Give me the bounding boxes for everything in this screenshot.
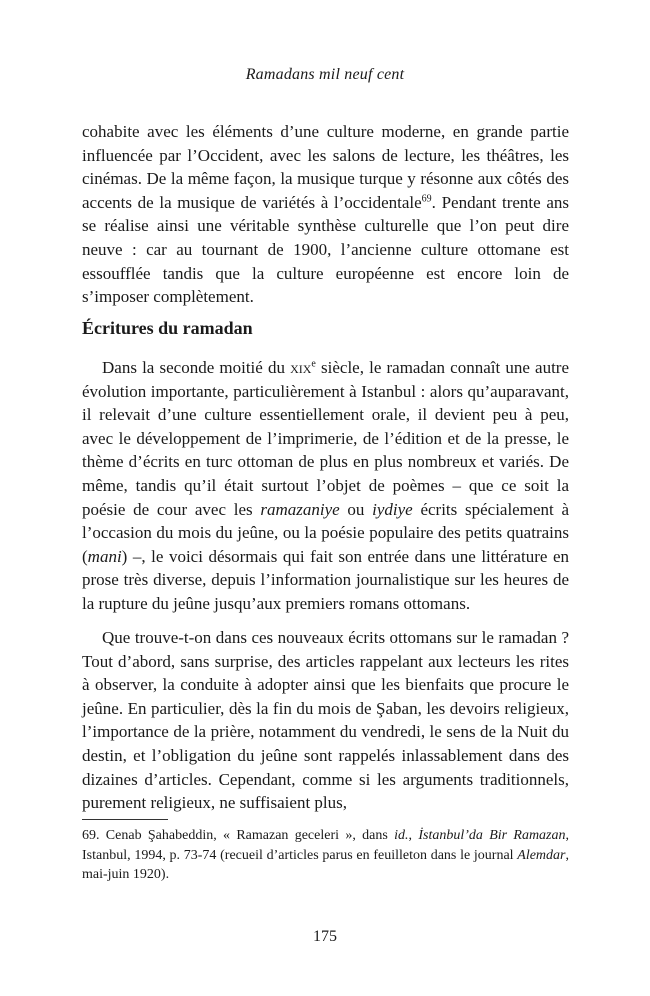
paragraph-1: cohabite avec les éléments d’une culture moderne, en grande partie influencée par l’Occident, avec les salons de lecture, les théâtres, les cinémas. De la même façon, la musique turque y résonne aux côtés des accents de la musique de variétés à l’occidentale$^{69}$. Pendant trente ans se réalise ainsi une véritable synthèse culturelle que l’on peut dire neuve : car au tournant de 1900, l’ancienne culture ottomane est essoufflée tandis que la culture européenne est encore loin de s’imposer complètement. xyxy=(82,122,569,307)
footnote-journal-title: Alemdar xyxy=(517,847,566,863)
footnote-reference[interactable]: 69 xyxy=(421,193,432,205)
running-head: Ramadans mil neuf cent xyxy=(245,66,405,83)
term-mani: mani xyxy=(87,546,122,566)
section-title: Écritures du ramadan xyxy=(82,318,253,338)
page-number: 175 xyxy=(313,928,337,945)
paragraph-3: Que trouve-t-on dans ces nouveaux écrits ottomans sur le ramadan ? Tout d’abord, sans surprise, des articles rappelant aux lecteurs les rites à observer, la conduite à adopter ainsi que les bienfaits que procure le jeûne. En particulier, dès la fin du mois de Şaban, les devoirs religieux, l’importance de la prière, notamment du vendredi, le sens de la Nuit du destin, et l’obligation du jeûne sont rappelés inlassablement dans des dizaines d’articles. Cependant, comme si les arguments traditionnels, purement religieux, ne suffisaient plus, xyxy=(82,628,569,813)
century-numeral: xix xyxy=(290,358,312,377)
footnote-book-title: İstanbul’da Bir Ramazan xyxy=(418,828,566,843)
term-ramazaniye: ramazaniye xyxy=(260,499,340,519)
paragraph-2: Dans la seconde moitié du xix$^e$ siècle, le ramadan connaît une autre évolution importante, particulièrement à Istanbul : alors qu’auparavant, il relevait d’une culture essentiellement orale, il devient peu à peu, avec le développement de l’imprimerie, de l’édition et de la presse, le thème d’écrits en turc ottoman de plus en plus nombreux et variés. De même, tandis qu’il était surtout l’objet de poèmes – que ce soit la poésie de cour avec les ramazaniye ou iydiye écrits spécialement à l’occasion du mois du jeûne, ou la poésie populaire des petits quatrains (mani) –, le voici désormais qui fait son entrée dans une littérature en prose très diverse, depuis l’information journalistique sur les heures de la rupture du jeûne jusqu’aux premiers romans ottomans. xyxy=(82,358,569,613)
footnote-69: 69. Cenab Şahabeddin, « Ramazan geceleri », dans id., İstanbul’da Bir Ramazan, Istanbul, 1994, p. 73-74 (recueil d’articles parus en feuilleton dans le journal Alemdar, mai-juin 1920). xyxy=(82,828,570,882)
footnote-divider xyxy=(82,819,168,820)
term-iydiye: iydiye xyxy=(372,499,413,519)
